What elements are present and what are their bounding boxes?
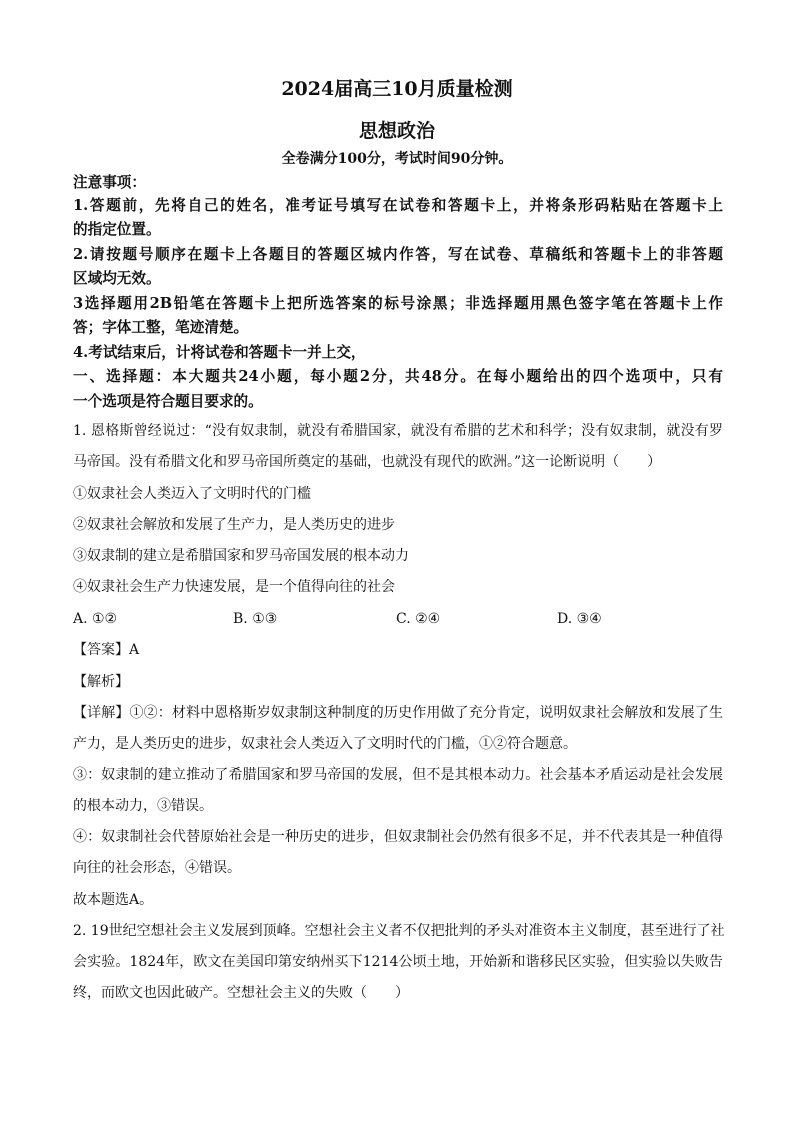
q1-conclusion: 故本题选A。 bbox=[73, 892, 154, 908]
section-heading-cont: 一个选项是符合题目要求的。 bbox=[73, 393, 263, 410]
exam-title: 2024届高三10月质量检测 bbox=[281, 78, 513, 100]
note-line: 3选择题用2B铅笔在答题卡上把所选答案的标号涂黑；非选择题用黑色签字笔在答题卡上作 bbox=[73, 295, 723, 312]
notes-heading: 注意事项： bbox=[73, 174, 146, 191]
note-line: 1.答题前，先将自己的姓名，准考证号填写在试卷和答题卡上，并将条形码粘贴在答题卡上 bbox=[73, 197, 723, 214]
q1-option-d: D. ③④ bbox=[557, 611, 602, 627]
q1-statement: ①奴隶社会人类迈入了文明时代的门槛 bbox=[73, 486, 311, 502]
q1-statement: ③奴隶制的建立是希腊国家和罗马帝国发展的根本动力 bbox=[73, 548, 409, 564]
q2-stem-line: 2. 19世纪空想社会主义发展到顶峰。空想社会主义者不仅把批判的矛头对准资本主义制度，甚至进行了社 bbox=[73, 923, 725, 939]
q1-analysis-line: 产力，是人类历史的进步，奴隶社会人类迈入了文明时代的门槛，①②符合题意。 bbox=[73, 736, 577, 752]
q1-option-a: A. ①② bbox=[73, 611, 118, 627]
q1-analysis-line: ④：奴隶制社会代替原始社会是一种历史的进步，但奴隶制社会仍然有很多不足，并不代表其是一种值得 bbox=[73, 829, 723, 845]
note-line: 的指定位置。 bbox=[73, 221, 161, 238]
q1-analysis-line: 向往的社会形态，④错误。 bbox=[73, 860, 241, 876]
q1-analysis-line: 【详解】①②：材料中恩格斯岁奴隶制这种制度的历史作用做了充分肯定，说明奴隶社会解放和发展了生 bbox=[73, 705, 723, 721]
q2-stem-line: 会实验。1824年，欧文在美国印第安纳州买下1214公顷土地，开始新和谐移民区实验，但实验以失败告 bbox=[73, 954, 723, 970]
subject-title: 思想政治 bbox=[358, 120, 435, 142]
section-heading: 一、选择题：本大题共24小题，每小题2分，共48分。在每小题给出的四个选项中，只有 bbox=[73, 368, 723, 385]
q1-statement: ②奴隶社会解放和发展了生产力，是人类历史的进步 bbox=[73, 517, 395, 533]
q2-stem-line: 终，而欧文也因此破产。空想社会主义的失败（ ） bbox=[73, 985, 409, 1001]
q1-stem-line: 1. 恩格斯曾经说过：“没有奴隶制，就没有希腊国家，就没有希腊的艺术和科学；没有奴隶制，就没有罗 bbox=[73, 423, 723, 439]
q1-analysis-label: 【解析】 bbox=[73, 674, 129, 690]
q1-analysis-line: 的根本动力，③错误。 bbox=[73, 798, 213, 814]
exam-info: 全卷满分100分，考试时间90分钟。 bbox=[281, 151, 513, 167]
q1-answer: 【答案】A bbox=[73, 642, 140, 658]
note-line: 2.请按题号顺序在题卡上各题目的答题区城内作答，写在试卷、草稿纸和答题卡上的非答题 bbox=[73, 246, 723, 263]
note-line: 区域均无效。 bbox=[73, 270, 161, 287]
q1-stem-line: 马帝国。没有希腊文化和罗马帝国所奠定的基础，也就没有现代的欧洲。”这一论断说明（ ） bbox=[73, 454, 662, 470]
q1-statement: ④奴隶社会生产力快速发展，是一个值得向往的社会 bbox=[73, 579, 395, 595]
note-line: 4.考试结束后，计将试卷和答题卡一并上交， bbox=[73, 344, 366, 361]
q1-option-c: C. ②④ bbox=[396, 611, 441, 627]
q1-option-b: B. ①③ bbox=[233, 611, 278, 627]
note-line: 答；字体工整，笔迹清楚。 bbox=[73, 319, 249, 336]
q1-analysis-line: ③：奴隶制的建立推动了希腊国家和罗马帝国的发展，但不是其根本动力。社会基本矛盾运动是社会发展 bbox=[73, 767, 723, 783]
